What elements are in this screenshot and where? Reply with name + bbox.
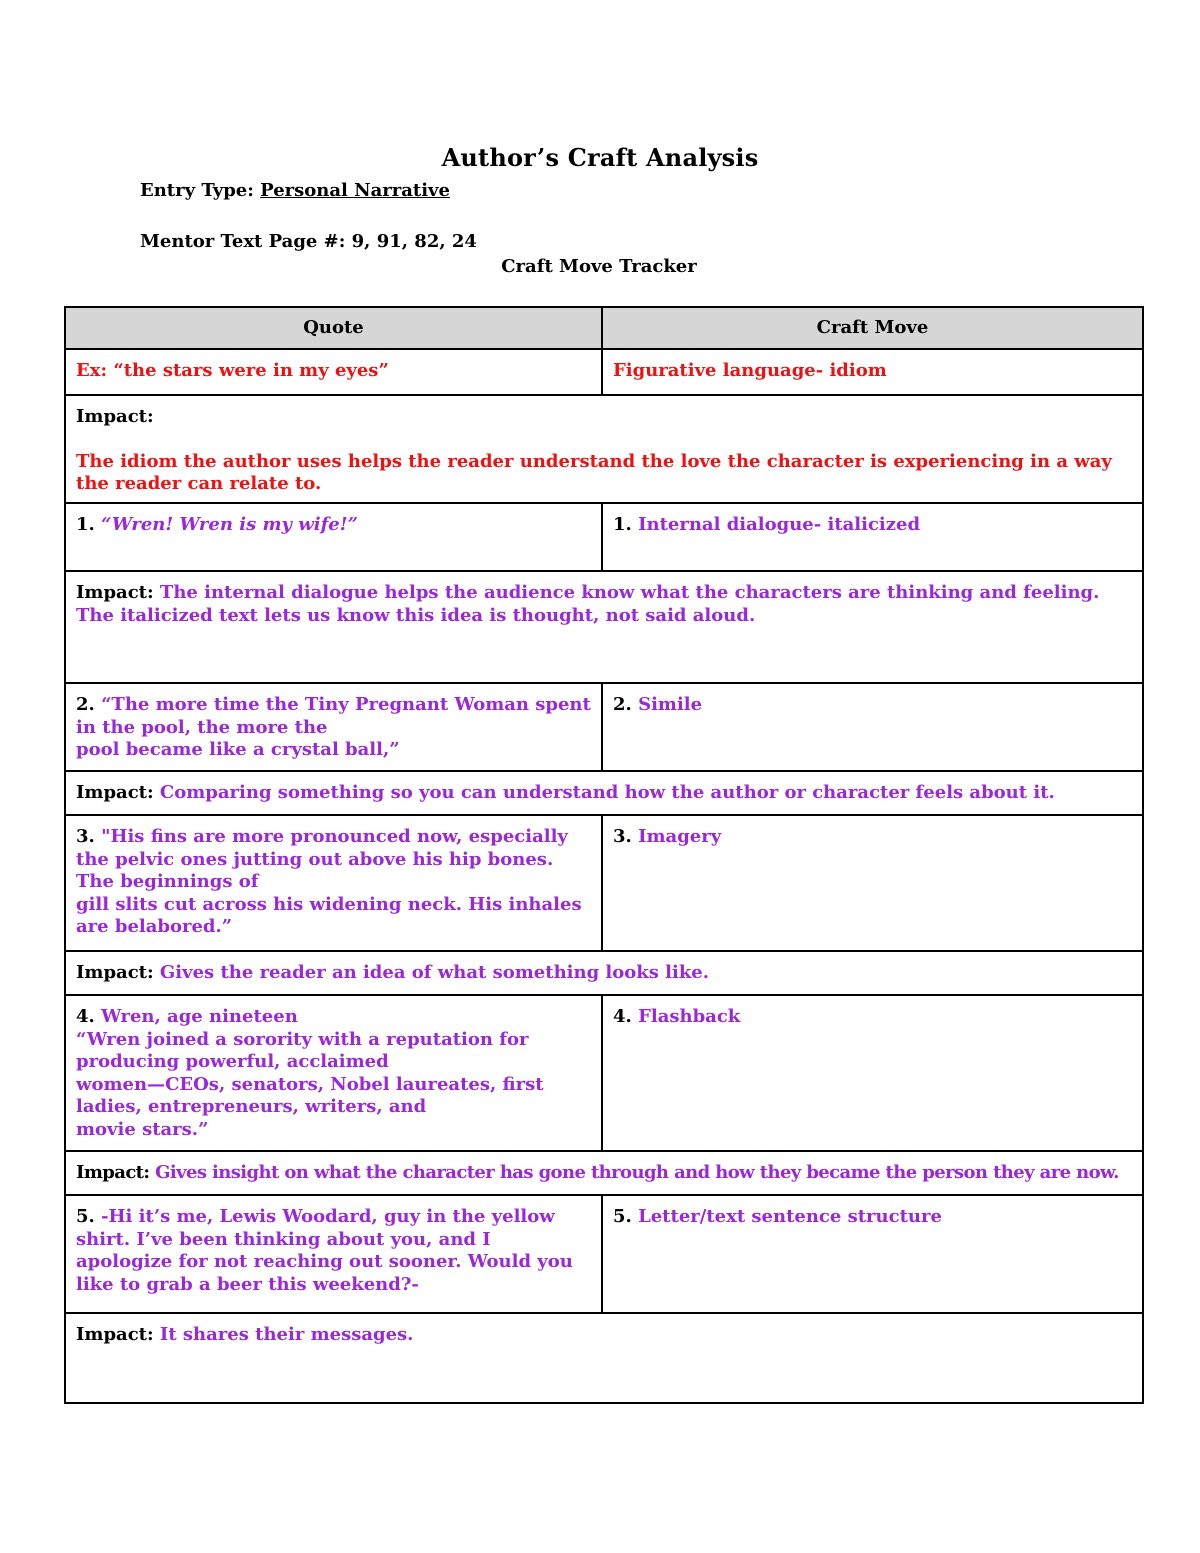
craft-move-3: Imagery <box>638 826 722 847</box>
entry-type-value: Personal Narrative <box>260 180 450 201</box>
quote-text-4-line-3: women—CEOs, senators, Nobel laureates, first ladies, entrepreneurs, writers, and <box>76 1073 544 1117</box>
mentor-label: Mentor Text Page #: <box>140 231 346 252</box>
craft-cell-5 <box>602 1195 1143 1313</box>
example-row <box>65 349 1143 395</box>
impact-cell-5 <box>65 1313 1143 1403</box>
impact-label: Impact: <box>76 1162 150 1183</box>
entry-row-3 <box>65 815 1143 951</box>
impact-label: Impact: <box>76 582 154 603</box>
quote-text-4-line-2: “Wren joined a sorority with a reputation for producing powerful, acclaimed <box>76 1028 529 1072</box>
craft-cell-2 <box>602 683 1143 771</box>
impact-label: Impact: <box>76 782 154 803</box>
example-quote: Ex: “the stars were in my eyes” <box>76 360 389 381</box>
quote-cell-1 <box>65 503 602 571</box>
tracker-title: Craft Move Tracker <box>501 256 697 277</box>
document-title: Author’s Craft Analysis <box>441 143 759 172</box>
quote-text-4-line-1: Wren, age nineteen <box>101 1006 298 1027</box>
impact-text-2: Comparing something so you can understand how the author or character feels about it. <box>159 782 1055 803</box>
impact-cell-1 <box>65 571 1143 683</box>
quote-text-1: “Wren! Wren is my wife!” <box>101 514 359 535</box>
impact-label: Impact: <box>76 1324 154 1345</box>
impact-row-2 <box>65 771 1143 815</box>
quote-number-3: 3. <box>76 826 95 847</box>
quote-cell-4 <box>65 995 602 1151</box>
impact-row-5 <box>65 1313 1143 1403</box>
impact-row-4 <box>65 1151 1143 1195</box>
quote-number-2: 2. <box>76 694 95 715</box>
quote-text-4-line-4: movie stars.” <box>76 1118 209 1140</box>
quote-cell-5 <box>65 1195 602 1313</box>
craft-cell-3 <box>602 815 1143 951</box>
impact-text-5: It shares their messages. <box>159 1324 414 1345</box>
entry-type-line <box>140 180 450 201</box>
quote-text-5: -Hi it’s me, Lewis Woodard, guy in the yellow shirt. I’ve been thinking about you, and I apologize for not reaching out sooner. Would you like to grab a beer this weekend?- <box>76 1206 573 1295</box>
header-row <box>65 307 1143 349</box>
example-impact-text: The idiom the author uses helps the reader understand the love the character is experiencing in a way the reader can relate to. <box>76 450 1112 494</box>
craft-number-4: 4. <box>613 1006 632 1027</box>
example-quote-cell <box>65 349 602 395</box>
quote-number-1: 1. <box>76 514 95 535</box>
quote-cell-2 <box>65 683 602 771</box>
craft-cell-1 <box>602 503 1143 571</box>
impact-row-1 <box>65 571 1143 683</box>
impact-text-1: The internal dialogue helps the audience know what the characters are thinking and feeling. The italicized text lets us know this idea is thought, not said aloud. <box>76 582 1100 626</box>
craft-number-1: 1. <box>613 514 632 535</box>
quote-number-4: 4. <box>76 1006 95 1027</box>
craft-number-3: 3. <box>613 826 632 847</box>
example-impact-row <box>65 395 1143 503</box>
impact-cell-3 <box>65 951 1143 995</box>
entry-row-1 <box>65 503 1143 571</box>
entry-row-5 <box>65 1195 1143 1313</box>
entry-row-2 <box>65 683 1143 771</box>
craft-move-table <box>64 306 1144 1404</box>
quote-text-2-line-2: pool became like a crystal ball,” <box>76 739 400 760</box>
craft-move-1: Internal dialogue- italicized <box>638 514 921 535</box>
impact-label: Impact: <box>76 962 154 983</box>
quote-cell-3 <box>65 815 602 951</box>
example-craft-move: Figurative language- idiom <box>613 360 887 381</box>
craft-move-4: Flashback <box>638 1006 741 1027</box>
craft-number-2: 2. <box>613 694 632 715</box>
entry-row-4 <box>65 995 1143 1151</box>
quote-number-5: 5. <box>76 1206 95 1227</box>
impact-cell-4 <box>65 1151 1143 1195</box>
craft-number-5: 5. <box>613 1206 632 1227</box>
example-impact-cell <box>65 395 1143 503</box>
craft-move-5: Letter/text sentence structure <box>638 1206 942 1227</box>
craft-cell-4 <box>602 995 1143 1151</box>
impact-cell-2 <box>65 771 1143 815</box>
impact-row-3 <box>65 951 1143 995</box>
example-craft-cell <box>602 349 1143 395</box>
impact-label: Impact: <box>76 406 154 427</box>
quote-text-3-line-1: "His fins are more pronounced now, especially the pelvic ones jutting out above his hip bones. The beginnings of <box>76 826 568 892</box>
quote-text-3-line-2: gill slits cut across his widening neck. His inhales are belabored.” <box>76 893 582 937</box>
craft-move-header: Craft Move <box>602 307 1143 349</box>
craft-move-2: Simile <box>638 694 703 715</box>
impact-text-3: Gives the reader an idea of what something looks like. <box>159 962 710 983</box>
quote-text-2-line-1: “The more time the Tiny Pregnant Woman spent in the pool, the more the <box>76 694 591 738</box>
mentor-text-line <box>140 231 477 252</box>
quote-header: Quote <box>65 307 602 349</box>
impact-text-4: Gives insight on what the character has gone through and how they became the person they are now. <box>155 1162 1119 1183</box>
entry-type-label: Entry Type: <box>140 180 254 201</box>
mentor-pages: 9, 91, 82, 24 <box>351 231 477 252</box>
